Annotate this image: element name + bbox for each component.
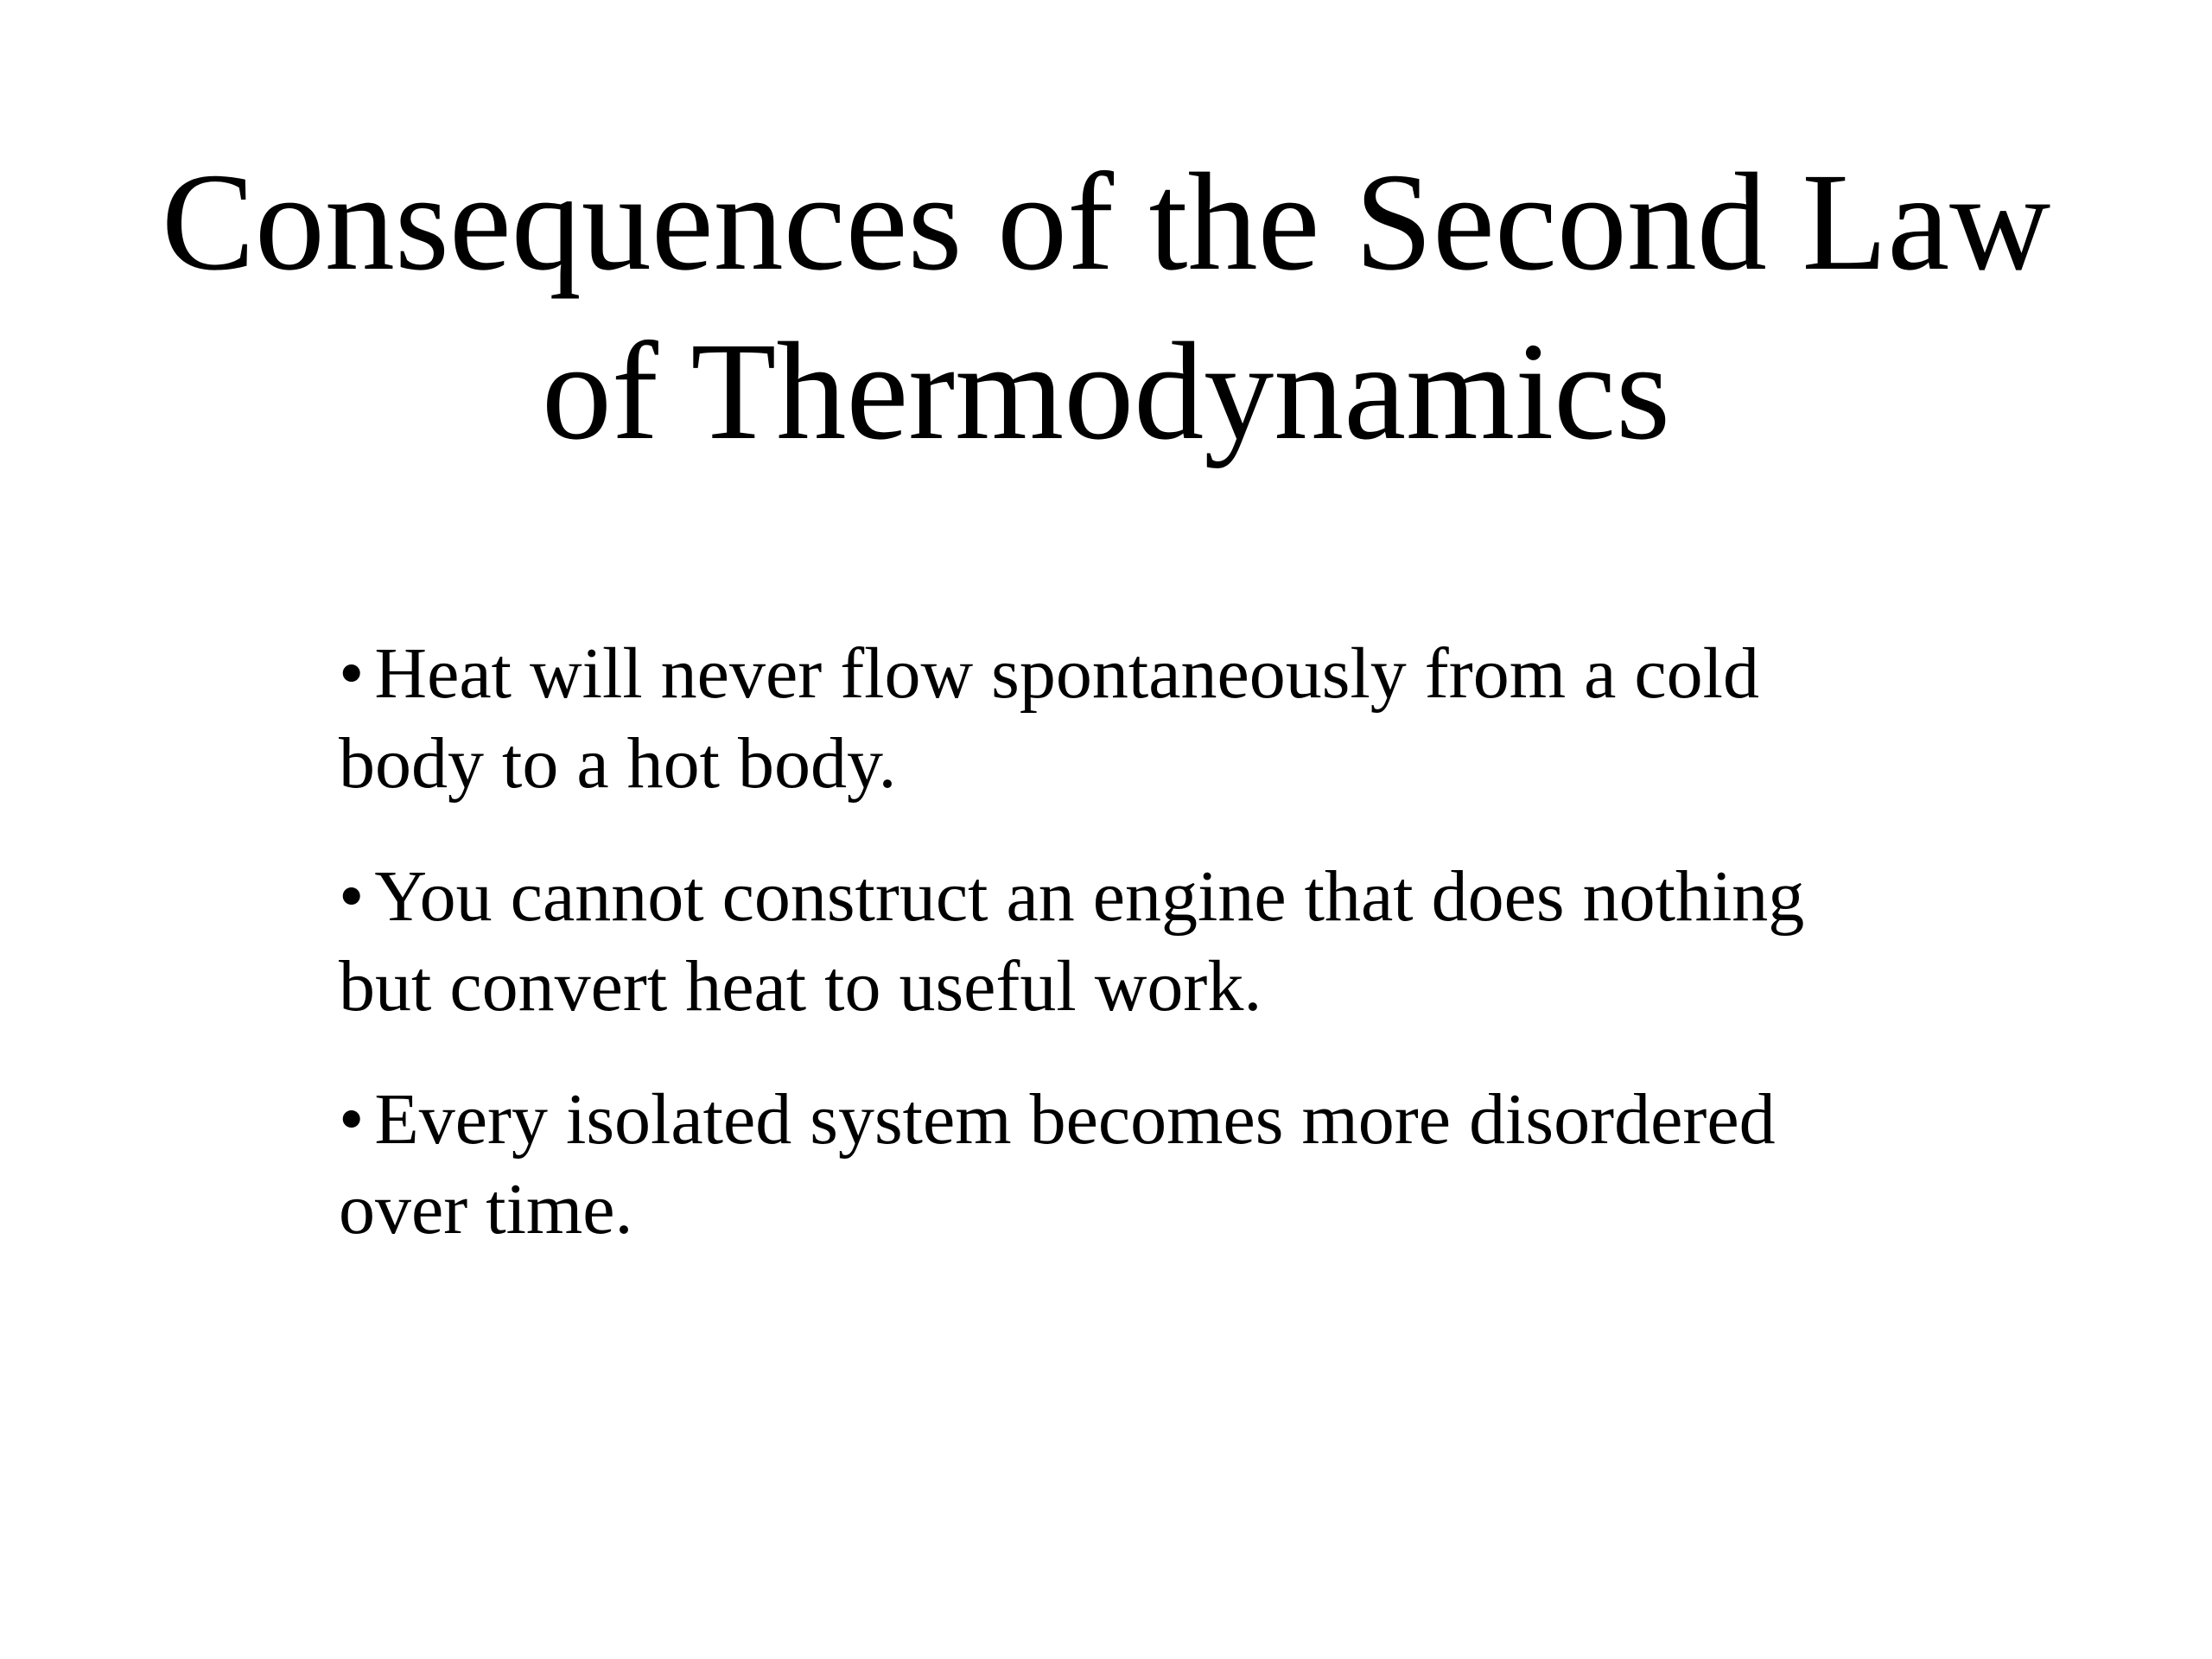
bullet-item-disorder: [339, 1075, 1929, 1255]
slide-title-line: Consequences of the Second Law: [161, 145, 2051, 300]
bullet-line: but convert heat to useful work.: [339, 946, 1262, 1027]
bullet-marker: •: [339, 1079, 365, 1160]
bullet-line: over time.: [339, 1169, 633, 1249]
bullet-text: You cannot construct an engine that does nothing: [374, 856, 1805, 937]
bullet-line: [339, 1075, 1929, 1165]
bullet-line: body to a hot body.: [339, 723, 897, 804]
bullet-marker: •: [339, 856, 365, 937]
bullet-line: [339, 852, 1929, 942]
bullet-text: Heat will never flow spontaneously from a cold: [374, 633, 1759, 714]
bullet-line: [339, 629, 1929, 719]
slide-title-line: of Thermodynamics: [541, 315, 1671, 469]
bullet-marker: •: [339, 633, 365, 714]
bullet-item-engine: [339, 852, 1929, 1032]
bullet-item-heat-flow: [339, 629, 1929, 809]
bullet-text: Every isolated system becomes more disordered: [374, 1079, 1776, 1160]
slide-title: [156, 138, 2056, 477]
bullet-list: [339, 629, 1929, 1298]
